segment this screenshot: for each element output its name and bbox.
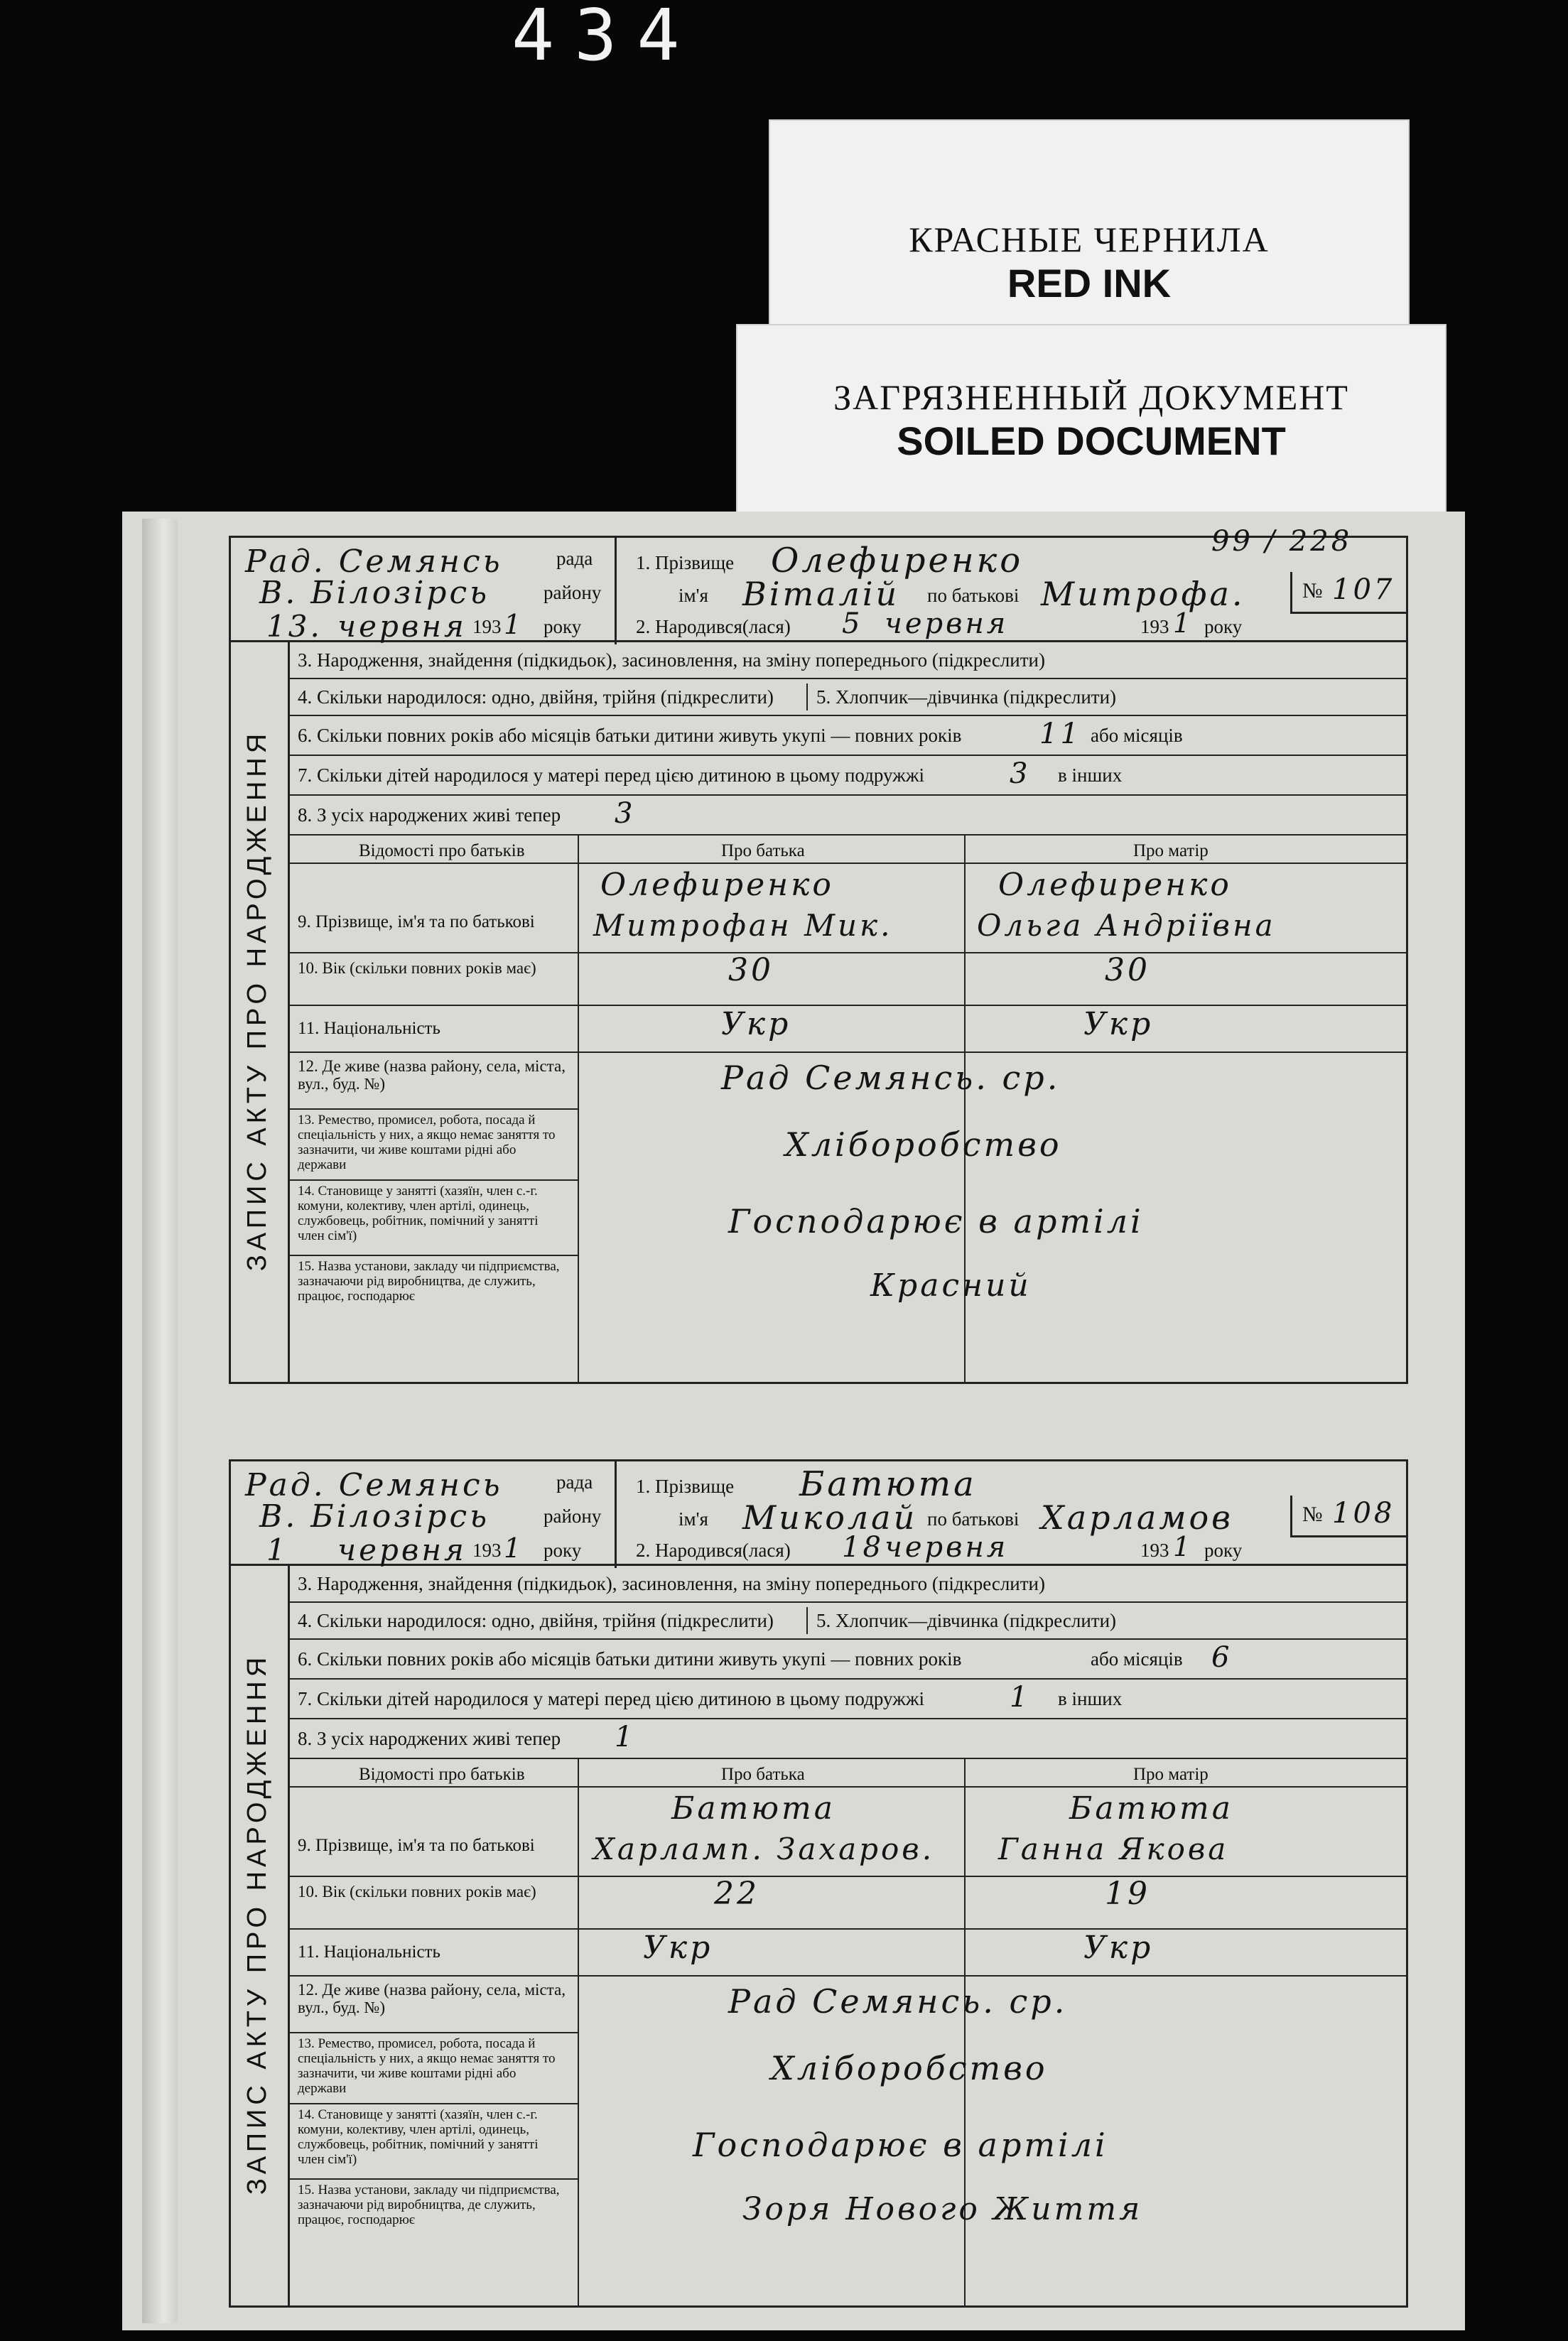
mother-age: 30 xyxy=(1105,952,1150,988)
field-4-label: 4. Скільки народилося: одно, двійня, трійня (підкреслити) xyxy=(298,1610,774,1631)
father-name: Митрофан Мик. xyxy=(593,908,893,943)
registration-year-digit: 1 xyxy=(504,1532,524,1564)
surname-label: 1. Прізвище xyxy=(636,552,735,573)
birth-month: червня xyxy=(885,607,1009,640)
field-7-other-label: в інших xyxy=(1058,764,1123,786)
residence: Рад Семянсь. ср. xyxy=(728,1982,1068,2021)
field-15-label: 15. Назва установи, закладу чи підприємства, зазначаючи рід виробництва, де служить, працює, господарює xyxy=(298,1259,560,1304)
field-12-label: 12. Де живе (назва району, села, міста, вул., буд. №) xyxy=(298,1981,566,2016)
father-header: Про батька xyxy=(721,841,805,860)
row-4-divider xyxy=(806,683,808,710)
binding-spine xyxy=(142,519,178,2323)
mother-surname: Батюта xyxy=(1069,1790,1233,1827)
registration-month: червня xyxy=(337,1532,467,1567)
row-11-line xyxy=(288,1051,1406,1053)
red-ink-label-en: RED INK xyxy=(1007,261,1172,306)
field-7-label: 7. Скільки дітей народилося у матері перед цією дитиною в цьому подружжі xyxy=(298,764,924,786)
record-body xyxy=(229,1566,1408,2308)
mother-age: 19 xyxy=(1105,1876,1150,1912)
birth-day: 18 xyxy=(842,1531,884,1564)
field-5-label: 5. Хлопчик—дівчинка (підкреслити) xyxy=(816,1610,1117,1631)
field-6-label: 6. Скільки повних років або місяців батьки дитини живуть укупі — повних років xyxy=(298,725,962,746)
row-9-line xyxy=(288,952,1406,953)
row-13-line xyxy=(288,2103,579,2104)
field-7-label: 7. Скільки дітей народилося у матері перед цією дитиною в цьому подружжі xyxy=(298,1688,924,1709)
surname-label: 1. Прізвище xyxy=(636,1476,735,1497)
record-header xyxy=(229,525,1408,644)
mother-header: Про матір xyxy=(1133,841,1209,860)
field-6-months-label: або місяців xyxy=(1091,725,1183,746)
side-title: ЗАПИС АКТУ ПРО НАРОДЖЕННЯ xyxy=(242,729,272,1272)
field-13-label: 13. Ремество, промисел, робота, посада й спеціальність у них, а якщо немає заняття то зазначити, чи живе коштами рідні або держави xyxy=(298,1113,556,1172)
field-3-label: 3. Народження, знайдення (підкидьок), засиновлення, на зміну попереднього (підкреслити) xyxy=(298,649,1045,671)
row-4-5 xyxy=(288,1603,1406,1640)
record-number-box xyxy=(1290,1496,1406,1537)
field-12-label: 12. Де живе (назва району, села, міста, вул., буд. №) xyxy=(298,1057,566,1093)
birth-year-prefix: 193 xyxy=(1140,1540,1169,1561)
parents-col-divider-1 xyxy=(578,836,579,1384)
roku-label: року xyxy=(544,616,582,637)
district-name: В. Білозірсь xyxy=(259,1498,490,1535)
council-name: Рад. Семянсь xyxy=(245,544,503,580)
roku-label: року xyxy=(544,1540,582,1561)
rada-label: рада xyxy=(556,548,593,569)
given-name-label: ім'я xyxy=(678,1508,708,1530)
field-6-months-label: або місяців xyxy=(1091,1648,1183,1670)
occupation: Хліборобство xyxy=(785,1125,1062,1164)
field-6-label: 6. Скільки повних років або місяців батьки дитини живуть укупі — повних років xyxy=(298,1648,962,1670)
side-title: ЗАПИС АКТУ ПРО НАРОДЖЕННЯ xyxy=(242,1653,272,2195)
row-14-line xyxy=(288,2178,579,2180)
field-11-label: 11. Національність xyxy=(298,1942,440,1962)
row-6 xyxy=(288,1640,1406,1680)
years-together: 11 xyxy=(1039,718,1081,750)
registration-day: 13. xyxy=(266,609,323,644)
row-6 xyxy=(288,716,1406,756)
child-patronymic: Харламов xyxy=(1041,1498,1233,1537)
father-nationality: Укр xyxy=(643,1930,713,1966)
council-block xyxy=(231,1461,617,1568)
rada-label: рада xyxy=(556,1471,593,1493)
margin-note: 99 / 228 xyxy=(1211,525,1353,558)
row-10-line xyxy=(288,1005,1406,1006)
row-8 xyxy=(288,1719,1406,1759)
record-sidebar xyxy=(231,642,290,1382)
field-13-label: 13. Ремество, промисел, робота, посада й спеціальність у них, а якщо немає заняття то зазначити, чи живе коштами рідні або держави xyxy=(298,2036,556,2096)
record-header xyxy=(229,1459,1408,1566)
field-7-other-label: в інших xyxy=(1058,1688,1123,1709)
father-name: Харламп. Захаров. xyxy=(593,1832,935,1866)
father-age: 22 xyxy=(714,1876,759,1912)
record-number: 108 xyxy=(1332,1497,1395,1530)
children-before: 1 xyxy=(1010,1681,1031,1714)
child-given-name: Миколай xyxy=(742,1498,918,1537)
row-9-line xyxy=(288,1876,1406,1877)
row-12-line xyxy=(288,2032,579,2033)
position: Господарює в артілі xyxy=(728,1202,1144,1240)
birth-month: червня xyxy=(885,1531,1009,1564)
red-ink-label xyxy=(769,119,1410,357)
record-sidebar xyxy=(231,1566,290,2305)
record-number-box xyxy=(1290,572,1406,614)
child-surname: Батюта xyxy=(799,1464,977,1504)
alive-now: 3 xyxy=(615,797,636,830)
alive-now: 1 xyxy=(615,1721,636,1753)
number-sign: № xyxy=(1302,1503,1323,1526)
patronymic-label: по батькові xyxy=(927,1508,1020,1530)
row-13-line xyxy=(288,1179,579,1181)
residence: Рад Семянсь. ср. xyxy=(721,1059,1061,1097)
parents-header: Відомості про батьків xyxy=(359,1765,525,1784)
occupation: Хліборобство xyxy=(771,2049,1048,2087)
children-before: 3 xyxy=(1010,757,1031,790)
registration-day: 1 xyxy=(266,1532,288,1567)
field-4-label: 4. Скільки народилося: одно, двійня, трійня (підкреслити) xyxy=(298,686,774,708)
field-11-label: 11. Національність xyxy=(298,1019,440,1038)
father-surname: Батюта xyxy=(671,1790,836,1827)
row-11-line xyxy=(288,1975,1406,1977)
row-14-line xyxy=(288,1255,579,1256)
parents-col-divider-1 xyxy=(578,1759,579,2308)
soiled-document-label xyxy=(736,324,1447,520)
birth-record xyxy=(229,1459,1408,2310)
registration-year-prefix: 193 xyxy=(472,1540,502,1561)
months-together: 6 xyxy=(1211,1641,1233,1674)
field-10-label: 10. Вік (скільки повних років має) xyxy=(298,1883,536,1901)
field-10-label: 10. Вік (скільки повних років має) xyxy=(298,959,536,977)
field-14-label: 14. Становище у занятті (хазяїн, член с.-г. комуни, колективу, член артілі, одинець, службовець, робітник, помічний у занятті член сім'ї) xyxy=(298,2107,539,2167)
row-3 xyxy=(288,1566,1406,1603)
birth-day: 5 xyxy=(842,607,863,640)
birth-roku-label: року xyxy=(1204,616,1243,637)
field-3-label: 3. Народження, знайдення (підкидьок), засиновлення, на зміну попереднього (підкреслити) xyxy=(298,1573,1045,1594)
row-7 xyxy=(288,756,1406,796)
row-8 xyxy=(288,796,1406,836)
birth-year-digit: 1 xyxy=(1173,607,1194,639)
parents-header: Відомості про батьків xyxy=(359,841,525,860)
district-name: В. Білозірсь xyxy=(259,575,490,611)
field-9-label: 9. Прізвище, ім'я та по батькові xyxy=(298,1836,535,1855)
child-patronymic: Митрофа. xyxy=(1041,575,1245,613)
field-15-label: 15. Назва установи, закладу чи підприємства, зазначаючи рід виробництва, де служить, працює, господарює xyxy=(298,2183,560,2227)
position: Господарює в артілі xyxy=(693,2126,1108,2164)
father-surname: Олефиренко xyxy=(600,867,834,903)
mother-name: Ганна Якова xyxy=(998,1832,1229,1866)
rayonu-label: району xyxy=(544,582,602,603)
row-10-line xyxy=(288,1928,1406,1930)
born-label: 2. Народився(лася) xyxy=(636,1540,791,1561)
mother-name: Ольга Андріївна xyxy=(977,908,1276,943)
number-sign: № xyxy=(1302,579,1323,602)
field-8-label: 8. З усіх народжених живі тепер xyxy=(298,804,561,826)
child-given-name: Віталій xyxy=(742,575,900,613)
birth-roku-label: року xyxy=(1204,1540,1243,1561)
row-4-divider xyxy=(806,1607,808,1634)
row-4-5 xyxy=(288,679,1406,716)
registration-month: червня xyxy=(337,609,467,644)
field-5-label: 5. Хлопчик—дівчинка (підкреслити) xyxy=(816,686,1117,708)
workplace: Красний xyxy=(870,1267,1032,1304)
parents-header-line xyxy=(288,1786,1406,1788)
born-label: 2. Народився(лася) xyxy=(636,616,791,637)
registration-year-prefix: 193 xyxy=(472,616,502,637)
mother-nationality: Укр xyxy=(1083,1006,1154,1042)
parents-header-line xyxy=(288,863,1406,864)
row-3 xyxy=(288,642,1406,679)
record-number: 107 xyxy=(1332,573,1395,606)
child-surname: Олефиренко xyxy=(771,541,1024,580)
row-7 xyxy=(288,1680,1406,1719)
soiled-document-label-en: SOILED DOCUMENT xyxy=(897,418,1286,463)
father-header: Про батька xyxy=(721,1765,805,1784)
father-age: 30 xyxy=(728,952,774,988)
field-9-label: 9. Прізвище, ім'я та по батькові xyxy=(298,912,535,931)
birth-year-prefix: 193 xyxy=(1140,616,1169,637)
patronymic-label: по батькові xyxy=(927,585,1020,606)
registration-year-digit: 1 xyxy=(504,609,524,640)
mother-header: Про матір xyxy=(1133,1765,1209,1784)
archive-sheet-number: 434 xyxy=(512,0,700,77)
mother-nationality: Укр xyxy=(1083,1930,1154,1966)
given-name-label: ім'я xyxy=(678,585,708,606)
birth-record xyxy=(229,525,1408,1387)
birth-year-digit: 1 xyxy=(1173,1531,1194,1562)
red-ink-label-ru: КРАСНЫЕ ЧЕРНИЛА xyxy=(909,220,1270,259)
record-body xyxy=(229,642,1408,1384)
father-nationality: Укр xyxy=(721,1006,791,1042)
soiled-document-label-ru: ЗАГРЯЗНЕННЫЙ ДОКУМЕНТ xyxy=(833,377,1349,417)
field-14-label: 14. Становище у занятті (хазяїн, член с.-г. комуни, колективу, член артілі, одинець, службовець, робітник, помічний у занятті член сім'ї) xyxy=(298,1184,539,1243)
council-block xyxy=(231,538,617,644)
mother-surname: Олефиренко xyxy=(998,867,1232,903)
council-name: Рад. Семянсь xyxy=(245,1467,503,1503)
workplace: Зоря Нового Життя xyxy=(742,2191,1143,2227)
field-8-label: 8. З усіх народжених живі тепер xyxy=(298,1728,561,1749)
row-12-line xyxy=(288,1108,579,1110)
rayonu-label: району xyxy=(544,1505,602,1527)
